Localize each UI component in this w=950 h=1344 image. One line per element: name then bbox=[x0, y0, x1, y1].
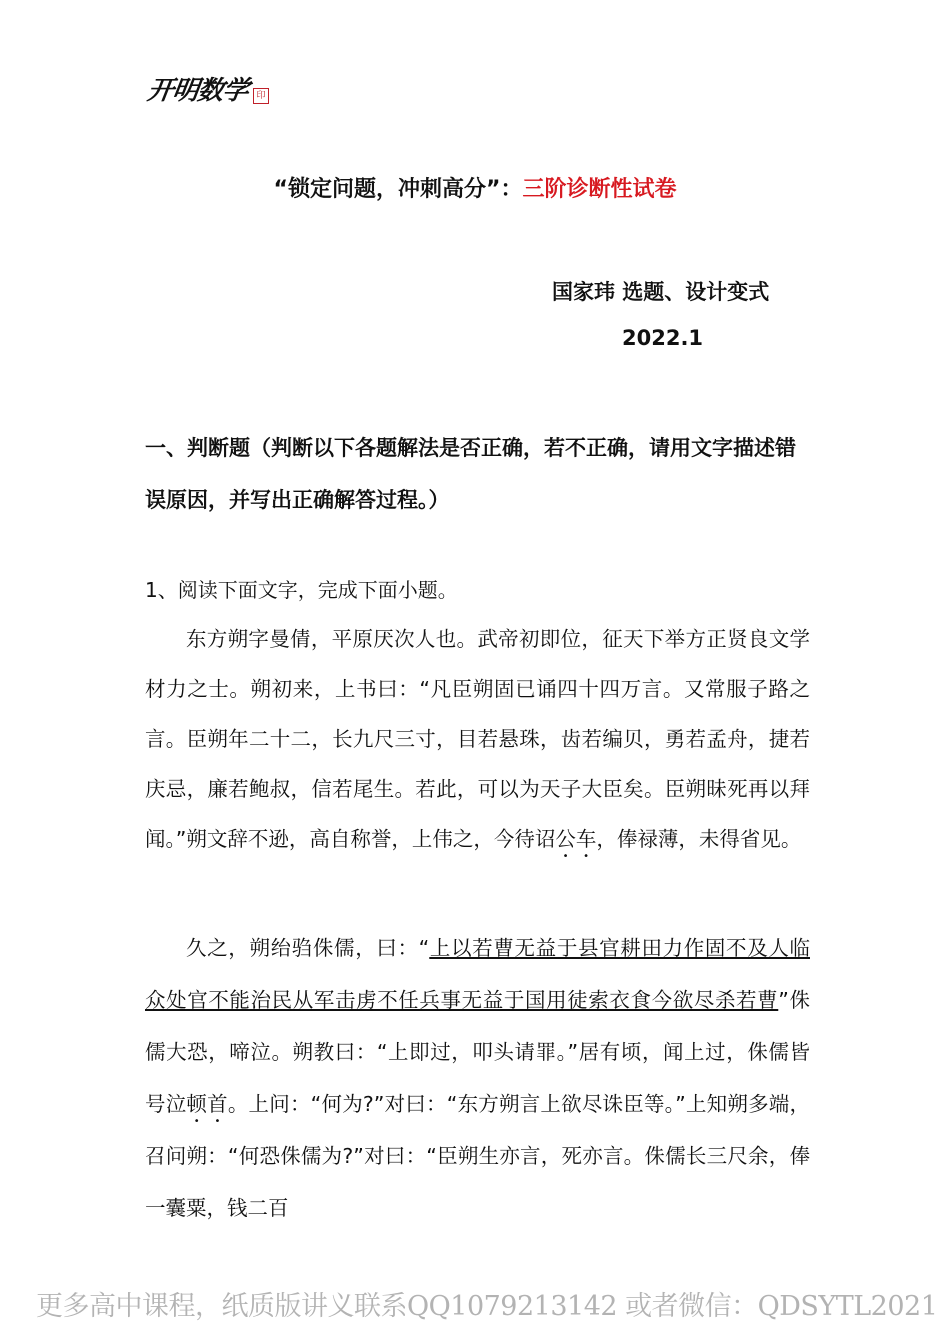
para1-text: 东方朔字曼倩，平原厌次人也。武帝初即位，征天下举方正贤良文学材力之士。朔初来，上书曰：“凡臣朔固已诵四十四万言。又常服子路之言。臣朔年二十二，长九尺三寸，目若悬珠，齿若编贝，勇若孟舟，捷若庆忌，廉若鲍叔，信若尾生。若此，可以为天子大臣矣。臣朔昧死再以拜闻。”朔文辞不逊，高自称誉，上伟之，今待诏 bbox=[145, 627, 810, 851]
logo-text: 开明数学 bbox=[145, 76, 250, 106]
title-part1: “锁定问题，冲刺高分”： bbox=[273, 177, 523, 202]
section-heading: 一、判断题（判断以下各题解法是否正确，若不正确，请用文字描述错误原因，并写出正确解答过程。） bbox=[145, 436, 796, 512]
dotted-word-gongche: 公车 bbox=[555, 827, 597, 851]
page-title bbox=[0, 172, 950, 203]
para2-end: 。上问：“何为?”对曰：“东方朔言上欲尽诛臣等。”上知朔多端，召问朔：“何恐侏儒为?”对曰：“臣朔生亦言，死亦言。侏儒长三尺余，俸一囊粟，钱二百 bbox=[145, 1092, 810, 1220]
para1-end: ，俸禄薄，未得省见。 bbox=[596, 827, 802, 851]
brand-logo bbox=[145, 66, 278, 114]
footer-watermark: 更多高中课程，纸质版讲义联系QQ1079213142 或者微信：QDSYTL2021 bbox=[36, 1291, 938, 1322]
underlined-sentence: 上以若曹无益于县官耕田力作固不及人临众处官不能治民从军击虏不任兵事无益于国用徒索衣食今欲尽杀若曹 bbox=[145, 936, 810, 1012]
para2-start: 久之，朔绐驺侏儒，曰：“ bbox=[186, 936, 430, 960]
passage-paragraph-2 bbox=[145, 922, 810, 1234]
author-line: 国家玮 选题、设计变式 bbox=[552, 280, 770, 304]
question-prompt: 1、阅读下面文字，完成下面小题。 bbox=[145, 578, 458, 602]
title-part2: 三阶诊断性试卷 bbox=[522, 177, 677, 202]
dotted-word-dunshou: 顿首 bbox=[186, 1092, 228, 1116]
seal-icon: 印 bbox=[253, 88, 269, 104]
passage-paragraph-1 bbox=[145, 614, 810, 864]
para2-mid: ”侏儒大恐，啼泣。朔教曰：“上即过，叩头请罪。”居有顷，闻上过，侏儒皆号泣 bbox=[145, 988, 810, 1116]
date-line: 2022.1 bbox=[622, 326, 704, 350]
